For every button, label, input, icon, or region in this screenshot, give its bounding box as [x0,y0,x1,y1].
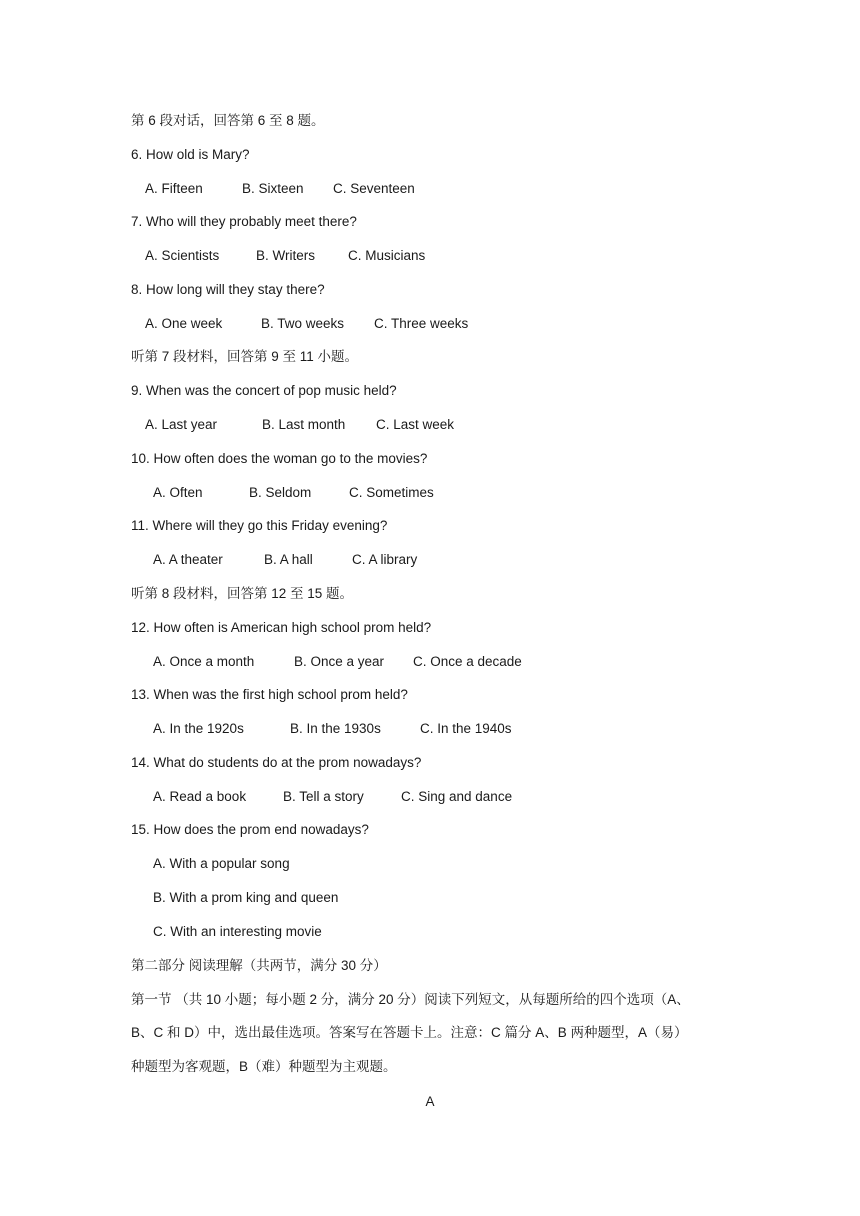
option-13c: C. In the 1940s [420,721,512,736]
question-9: 9. When was the concert of pop music held? [131,383,397,398]
option-12b: B. Once a year [294,654,385,669]
option-14c: C. Sing and dance [401,789,513,804]
option-15c: C. With an interesting movie [153,924,322,939]
instructions-line-2: B、C 和 D）中，选出最佳选项。答案写在答题卡上。注意：C 篇分 A、B 两种题型，A（易） [131,1025,688,1040]
part-two-heading: 第二部分 阅读理解（共两节，满分 30 分） [131,958,387,973]
option-12a: A. Once a month [153,654,255,669]
option-9a: A. Last year [145,417,218,432]
option-11c: C. A library [352,552,418,567]
question-14: 14. What do students do at the prom nowadays? [131,755,422,770]
option-7c: C. Musicians [348,248,426,263]
question-11: 11. Where will they go this Friday evening? [131,518,388,533]
option-13b: B. In the 1930s [290,721,381,736]
option-15a: A. With a popular song [153,856,290,871]
option-10b: B. Seldom [249,485,312,500]
option-10c: C. Sometimes [349,485,434,500]
option-10a: A. Often [153,485,203,500]
passage-label: A [425,1094,435,1109]
option-11b: B. A hall [264,552,313,567]
option-8a: A. One week [145,316,223,331]
option-8b: B. Two weeks [261,316,345,331]
option-13a: A. In the 1920s [153,721,244,736]
question-15: 15. How does the prom end nowadays? [131,822,369,837]
instructions-line-1: 第一节 （共 10 小题；每小题 2 分，满分 20 分）阅读下列短文，从每题所给的四个选项（A、 [131,992,690,1007]
option-6a: A. Fifteen [145,181,203,196]
section-heading-8: 听第 8 段材料，回答第 12 至 15 题。 [131,586,354,601]
option-14a: A. Read a book [153,789,247,804]
question-8: 8. How long will they stay there? [131,282,325,297]
option-6c: C. Seventeen [333,181,415,196]
section-heading-7: 听第 7 段材料，回答第 9 至 11 小题。 [131,349,359,364]
option-12c: C. Once a decade [413,654,522,669]
option-15b: B. With a prom king and queen [153,890,339,905]
option-11a: A. A theater [153,552,223,567]
instructions-line-3: 种题型为客观题，B（难）种题型为主观题。 [131,1059,397,1074]
option-7a: A. Scientists [145,248,220,263]
option-6b: B. Sixteen [242,181,304,196]
option-7b: B. Writers [256,248,316,263]
option-14b: B. Tell a story [283,789,364,804]
option-9c: C. Last week [376,417,455,432]
option-9b: B. Last month [262,417,346,432]
question-13: 13. When was the first high school prom held? [131,687,408,702]
question-7: 7. Who will they probably meet there? [131,214,357,229]
question-12: 12. How often is American high school prom held? [131,620,432,635]
question-10: 10. How often does the woman go to the movies? [131,451,428,466]
option-8c: C. Three weeks [374,316,469,331]
question-6: 6. How old is Mary? [131,147,250,162]
section-heading-6: 第 6 段对话，回答第 6 至 8 题。 [131,113,325,128]
